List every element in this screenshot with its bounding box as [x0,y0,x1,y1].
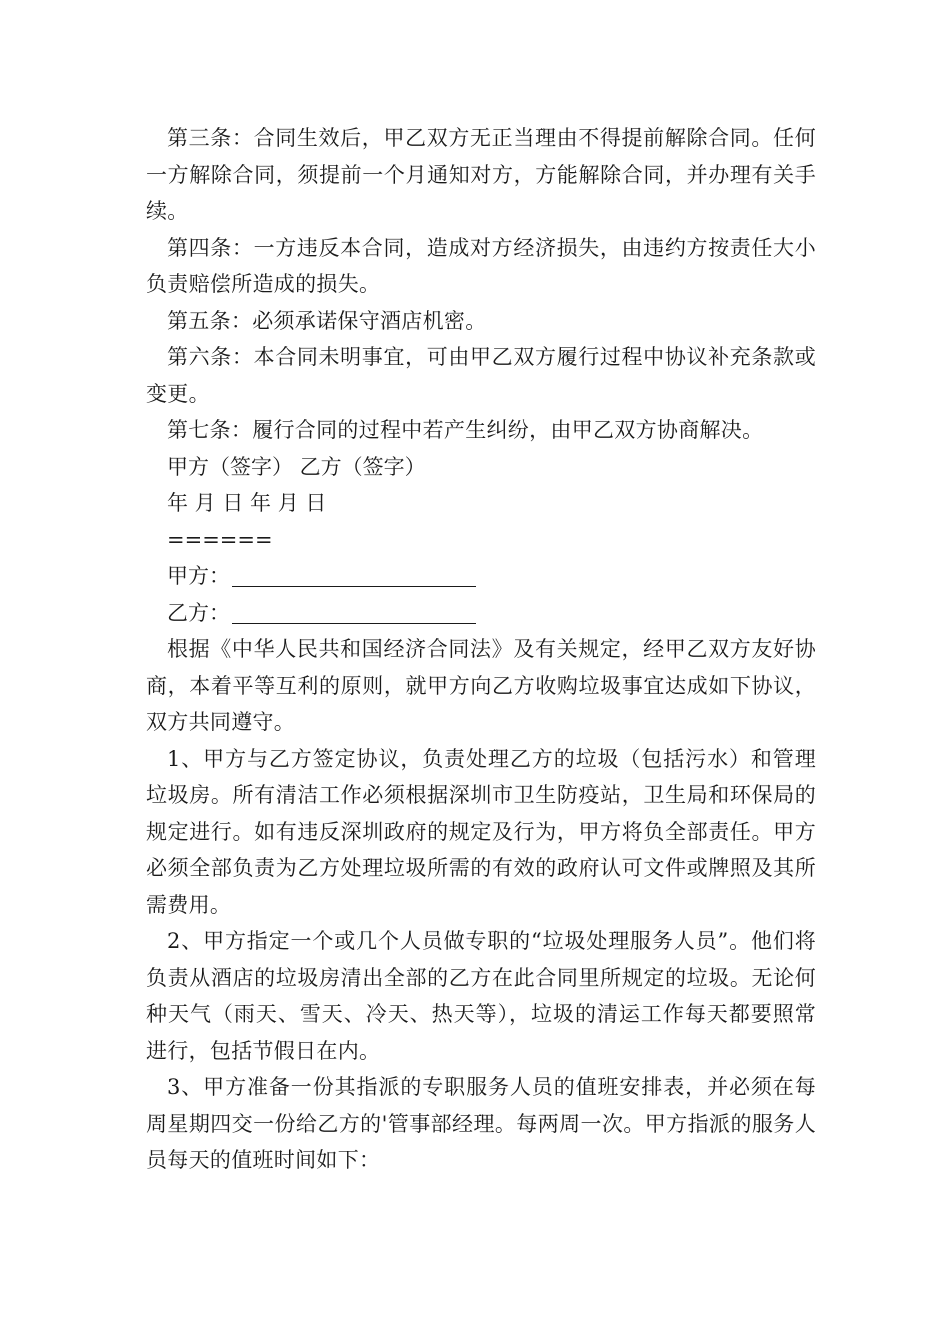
party-b-blank [232,601,476,624]
article-5-paragraph: 第五条：必须承诺保守酒店机密。 [167,308,487,333]
preamble-paragraph: 根据《中华人民共和国经济合同法》及有关规定，经甲乙双方友好协商，本着平等互利的原则，就甲方向乙方收购垃圾事宜达成如下协议，双方共同遵守。 [146,637,816,734]
article-7-paragraph: 第七条：履行合同的过程中若产生纠纷，由甲乙双方协商解决。 [167,418,764,442]
article-4-paragraph: 第四条：一方违反本合同，造成对方经济损失，由违约方按责任大小负责赔偿所造成的损失。 [146,235,816,296]
document-page [146,120,816,1179]
article-3-paragraph: 第三条：合同生效后，甲乙双方无正当理由不得提前解除合同。任何一方解除合同，须提前一个月通知对方，方能解除合同，并办理有关手续。 [146,126,816,223]
clause-3-paragraph: 3、甲方准备一份其指派的专职服务人员的值班安排表，并必须在每周星期四交一份给乙方的'管事部经理。每两周一次。甲方指派的服务人员每天的值班时间如下： [146,1075,816,1172]
party-a-line [146,558,816,595]
section-separator: ====== [167,527,273,552]
clause-2-paragraph: 2、甲方指定一个或几个人员做专职的“垃圾处理服务人员”。他们将负责从酒店的垃圾房清出全部的乙方在此合同里所规定的垃圾。无论何种天气（雨天、雪天、冷天、热天等），垃圾的清运工作每天都要照常进行，包括节假日在内。 [146,929,816,1063]
party-b-label: 乙方： [167,600,230,625]
article-6-paragraph: 第六条：本合同未明事宜，可由甲乙双方履行过程中协议补充条款或变更。 [146,345,816,406]
party-b-line [146,595,816,632]
party-a-blank [232,564,476,587]
party-a-label: 甲方： [167,564,230,588]
date-line: 年 月 日 年 月 日 [167,491,327,515]
signature-line: 甲方（签字） 乙方（签字） [167,454,426,479]
clause-1-paragraph: 1、甲方与乙方签定协议，负责处理乙方的垃圾（包括污水）和管理垃圾房。所有清洁工作必须根据深圳市卫生防疫站，卫生局和环保局的规定进行。如有违反深圳政府的规定及行为，甲方将负全部责任。甲方必须全部负责为乙方处理垃圾所需的有效的政府认可文件或牌照及其所需费用。 [146,746,816,917]
